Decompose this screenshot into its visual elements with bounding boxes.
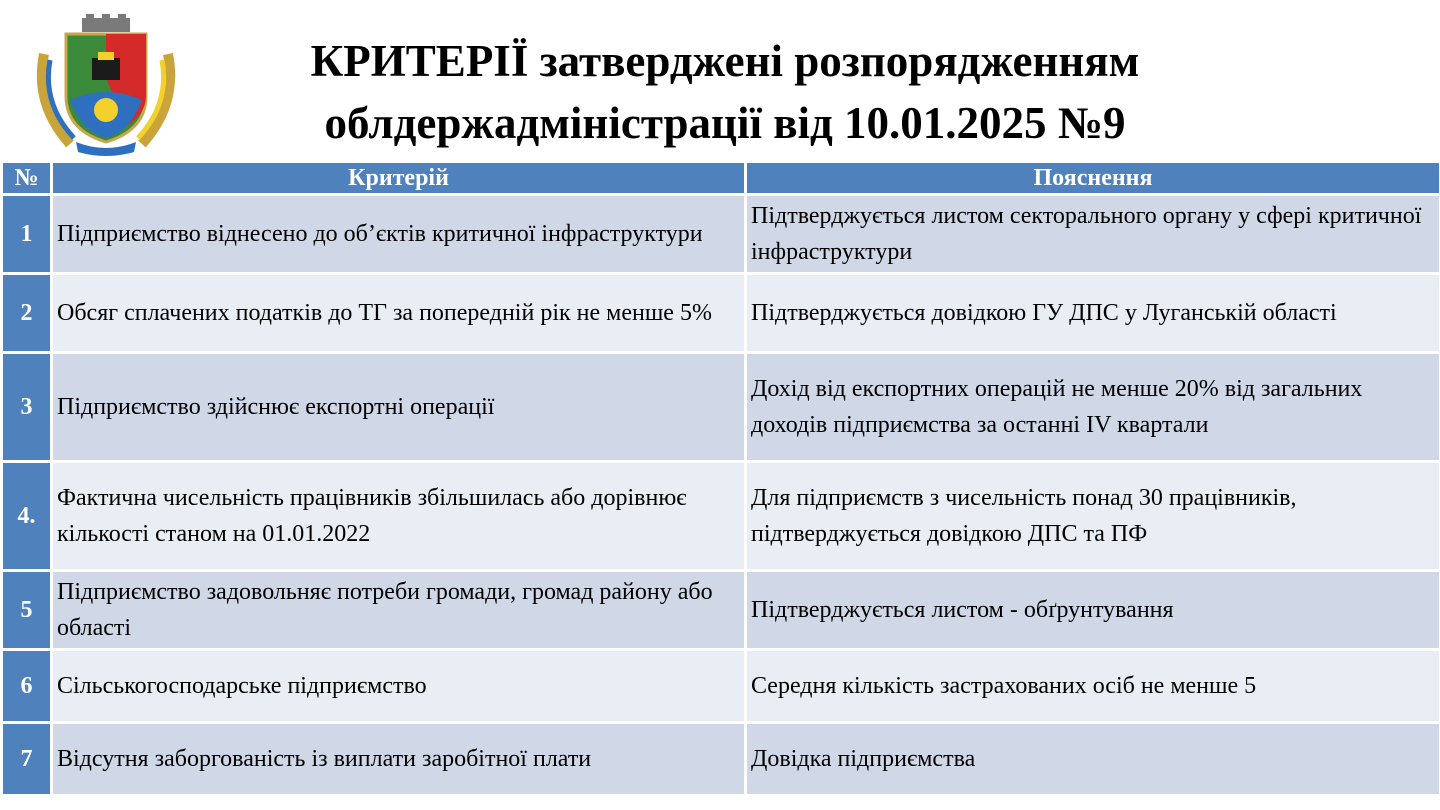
- row-criterion: Сільськогосподарське підприємство: [53, 651, 744, 721]
- row-explanation: Підтверджується листом секторального органу у сфері критичної інфраструктури: [747, 196, 1439, 272]
- table-row: [3, 463, 1439, 569]
- header-number: №: [3, 163, 50, 193]
- title-line-2: облдержадміністрації від 10.01.2025 №9: [324, 98, 1126, 148]
- row-explanation: Дохід від експортних операцій не менше 20% від загальних доходів підприємства за останні IV квартали: [747, 354, 1439, 460]
- row-number: 5: [3, 572, 50, 648]
- header-criterion: Критерій: [53, 163, 744, 193]
- table-row: [3, 724, 1439, 794]
- row-criterion: Підприємство віднесено до об’єктів критичної інфраструктури: [53, 196, 744, 272]
- row-number: 4.: [3, 463, 50, 569]
- row-explanation: Підтверджується листом - обґрунтування: [747, 572, 1439, 648]
- coat-of-arms-icon: [30, 14, 182, 158]
- row-number: 6: [3, 651, 50, 721]
- row-number: 1: [3, 196, 50, 272]
- row-number: 2: [3, 275, 50, 351]
- header-explanation: Пояснення: [747, 163, 1439, 193]
- row-number: 7: [3, 724, 50, 794]
- title-line-1: КРИТЕРІЇ затверджені розпорядженням: [310, 36, 1140, 86]
- row-criterion: Відсутня заборгованість із виплати заробітної плати: [53, 724, 744, 794]
- table-header-row: [3, 163, 1439, 193]
- table-row: [3, 572, 1439, 648]
- row-number: 3: [3, 354, 50, 460]
- row-criterion: Обсяг сплачених податків до ТГ за попередній рік не менше 5%: [53, 275, 744, 351]
- table-row: [3, 196, 1439, 272]
- row-criterion: Підприємство задовольняє потреби громади, громад району або області: [53, 572, 744, 648]
- criteria-table: [0, 160, 1440, 797]
- row-explanation: Підтверджується довідкою ГУ ДПС у Луганській області: [747, 275, 1439, 351]
- table-row: [3, 275, 1439, 351]
- table-row: [3, 354, 1439, 460]
- row-explanation: Довідка підприємства: [747, 724, 1439, 794]
- row-criterion: Підприємство здійснює експортні операції: [53, 354, 744, 460]
- row-criterion: Фактична чисельність працівників збільшилась або дорівнює кількості станом на 01.01.2022: [53, 463, 744, 569]
- page-title: [200, 30, 1250, 154]
- table-row: [3, 651, 1439, 721]
- row-explanation: Середня кількість застрахованих осіб не менше 5: [747, 651, 1439, 721]
- row-explanation: Для підприємств з чисельність понад 30 працівників, підтверджується довідкою ДПС та ПФ: [747, 463, 1439, 569]
